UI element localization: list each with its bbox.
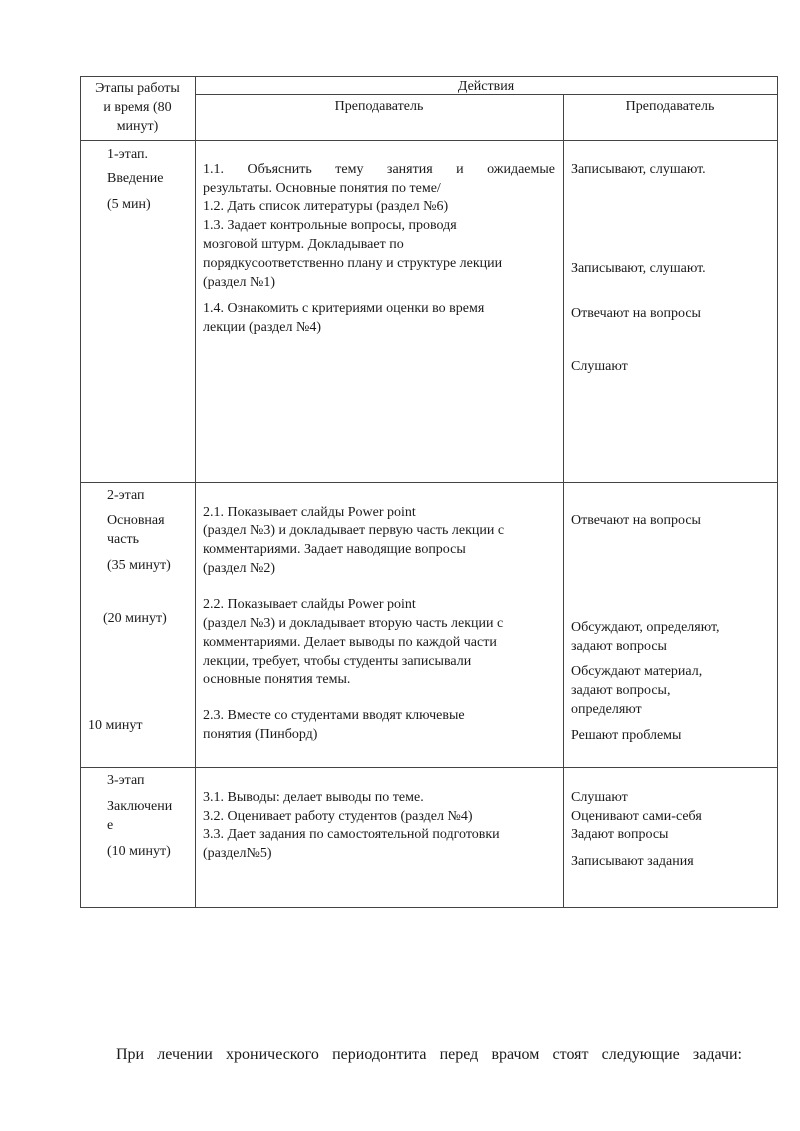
stage1-students-2: Записывают, слушают. — [571, 261, 706, 276]
stage2-time-20: (20 минут) — [103, 611, 167, 626]
header-stages-line2: и время (80 — [103, 100, 172, 115]
stage2-teacher-22-line5: основные понятия темы. — [203, 672, 351, 687]
stage3-students-3: Задают вопросы — [571, 827, 669, 842]
table-border-bottom — [80, 907, 777, 908]
stage2-students-1: Отвечают на вопросы — [571, 513, 701, 528]
stage2-label-3: часть — [107, 532, 139, 547]
stage1-teacher-line5: мозговой штурм. Докладывает по — [203, 237, 404, 252]
stage2-students-3-line3: определяют — [571, 702, 642, 717]
stage1-teacher-14-line2: лекции (раздел №4) — [203, 320, 321, 335]
header-teacher: Преподаватель — [334, 99, 424, 114]
stage2-students-4: Решают проблемы — [571, 728, 682, 743]
stage2-teacher-21-line4: (раздел №2) — [203, 561, 275, 576]
stage3-label-2: Заключени — [107, 799, 173, 814]
col-divider-1 — [195, 76, 196, 908]
stage2-teacher-22-line2: (раздел №3) и докладывает вторую часть лекции с — [203, 616, 504, 631]
footer-paragraph: При лечении хронического периодонтита перед врачом стоят следующие задачи: — [116, 1046, 742, 1063]
row-divider-3 — [80, 767, 777, 768]
stage3-label-3: е — [107, 818, 114, 833]
stage2-label-2: Основная — [107, 513, 165, 528]
stage1-label-2: Введение — [107, 171, 164, 186]
stage3-label-1: 3-этап — [107, 773, 145, 788]
stage2-teacher-22-line4: лекции, требует, чтобы студенты записывали — [203, 654, 472, 669]
stage1-label-3: (5 мин) — [107, 197, 151, 212]
table-border-right — [777, 76, 778, 908]
table-border-left — [80, 76, 81, 908]
stage1-label-1: 1-этап. — [107, 147, 148, 162]
row-divider-1 — [80, 140, 777, 141]
stage1-teacher-line6: порядкусоответственно плану и структуре лекции — [203, 256, 503, 271]
header-actions: Действия — [457, 79, 515, 94]
stage1-teacher-line3: 1.2. Дать список литературы (раздел №6) — [203, 199, 449, 214]
header-stages-line1: Этапы работы — [95, 81, 180, 96]
stage2-teacher-21-line2: (раздел №3) и докладывает первую часть лекции с — [203, 523, 505, 538]
stage3-teacher-line1: 3.1. Выводы: делает выводы по теме. — [203, 790, 424, 805]
stage2-students-3-line2: задают вопросы, — [571, 683, 671, 698]
stage1-students-1: Записывают, слушают. — [571, 162, 706, 177]
stage3-students-1: Слушают — [571, 790, 628, 805]
stage2-label-4: (35 минут) — [107, 558, 171, 573]
stage1-teacher-line7: (раздел №1) — [203, 275, 275, 290]
stage1-teacher-line2: результаты. Основные понятия по теме/ — [203, 181, 441, 196]
stage3-teacher-line4: (раздел№5) — [203, 846, 272, 861]
stage1-students-4: Слушают — [571, 359, 628, 374]
stage2-students-2-line2: задают вопросы — [571, 639, 667, 654]
stage1-teacher-line1: 1.1. Объяснить тему занятия и ожидаемые — [203, 162, 555, 177]
stage3-label-4: (10 минут) — [107, 844, 171, 859]
stage3-teacher-line3: 3.3. Дает задания по самостоятельной подготовки — [203, 827, 500, 842]
stage2-students-3-line1: Обсуждают материал, — [571, 664, 703, 679]
stage2-time-10: 10 минут — [88, 718, 143, 733]
stage2-teacher-22-line1: 2.2. Показывает слайды Power point — [203, 597, 416, 612]
header-stages-line3: минут) — [116, 119, 159, 134]
stage2-teacher-21-line3: комментариями. Задает наводящие вопросы — [203, 542, 466, 557]
stage2-teacher-21-line1: 2.1. Показывает слайды Power point — [203, 505, 416, 520]
stage3-teacher-line2: 3.2. Оценивает работу студентов (раздел №4) — [203, 809, 473, 824]
stage3-students-2: Оценивают сами-себя — [571, 809, 702, 824]
stage2-students-2-line1: Обсуждают, определяют, — [571, 620, 720, 635]
stage3-students-4: Записывают задания — [571, 854, 694, 869]
stage1-teacher-line4: 1.3. Задает контрольные вопросы, проводя — [203, 218, 457, 233]
stage1-students-3: Отвечают на вопросы — [571, 306, 701, 321]
stage1-teacher-14-line1: 1.4. Ознакомить с критериями оценки во время — [203, 301, 485, 316]
stage2-teacher-23-line1: 2.3. Вместе со студентами вводят ключевые — [203, 708, 465, 723]
row-divider-2 — [80, 482, 777, 483]
stage2-label-1: 2-этап — [107, 488, 145, 503]
stage2-teacher-23-line2: понятия (Пинборд) — [203, 727, 318, 742]
stage2-teacher-22-line3: комментариями. Делает выводы по каждой части — [203, 635, 497, 650]
col-divider-2 — [563, 94, 564, 908]
header-students: Преподаватель — [625, 99, 715, 114]
